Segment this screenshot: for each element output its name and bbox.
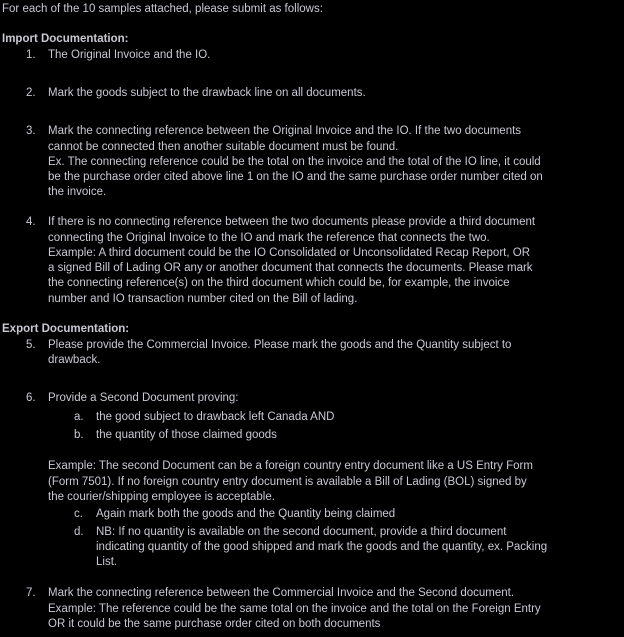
sub-letter: c. (74, 508, 83, 520)
item-6-line: Provide a Second Document proving: (48, 392, 239, 404)
item-4-line: the connecting reference(s) on the third document which could be, for example, the invoice (48, 277, 510, 289)
item-3-line: Ex. The connecting reference could be the total on the invoice and the total of the IO line, it could (48, 156, 541, 168)
item-number: 6. (26, 392, 36, 404)
sub-letter: d. (74, 526, 84, 538)
export-heading: Export Documentation: (2, 323, 130, 335)
item-number: 4. (26, 216, 36, 228)
item-4-line: If there is no connecting reference between the two documents please provide a third document (48, 216, 536, 228)
example-6-line: the courier/shipping employee is acceptable. (48, 491, 275, 503)
sub-item-b: the quantity of those claimed goods (96, 429, 277, 441)
sub-item-d: NB: If no quantity is available on the second document, provide a third document (96, 526, 507, 538)
sub-item-d: List. (96, 556, 118, 568)
sub-item-d: indicating quantity of the good shipped and mark the goods and the quantity, ex. Packing (96, 541, 548, 553)
item-number: 3. (26, 125, 36, 137)
item-2-line: Mark the goods subject to the drawback line on all documents. (48, 87, 366, 99)
sub-letter: a. (74, 411, 84, 423)
item-4-line: number and IO transaction number cited on the Bill of lading. (48, 293, 358, 305)
sub-item-a: the good subject to drawback left Canada AND (96, 411, 335, 423)
item-number: 5. (26, 339, 36, 351)
item-3-line: cannot be connected then another suitable document must be found. (48, 141, 399, 153)
item-4-line: connecting the Original Invoice to the IO and mark the reference that connects the two. (48, 232, 490, 244)
item-3-line: Mark the connecting reference between the Original Invoice and the IO. If the two documents (48, 125, 522, 137)
item-4-line: Example: A third document could be the IO Consolidated or Unconsolidated Recap Report, OR (48, 247, 530, 259)
item-5-line: Please provide the Commercial Invoice. Please mark the goods and the Quantity subject to (48, 339, 512, 351)
import-heading: Import Documentation: (2, 33, 129, 45)
item-5-line: drawback. (48, 354, 101, 366)
item-number: 1. (26, 49, 36, 61)
item-7-line: Example: The reference could be the same total on the invoice and the total on the Foreign Entry (48, 603, 541, 615)
example-6-line: (Form 7501). If no foreign country entry document is available a Bill of Lading (BOL) signed by (48, 476, 527, 488)
item-number: 2. (26, 87, 36, 99)
item-3-line: be the purchase order cited above line 1 on the IO and the same purchase order number cited on (48, 171, 543, 183)
sub-item-c: Again mark both the goods and the Quantity being claimed (96, 508, 396, 520)
item-7-line: Mark the connecting reference between the Commercial Invoice and the Second document. (48, 587, 515, 599)
item-number: 7. (26, 587, 36, 599)
item-4-line: a signed Bill of Lading OR any or another document that connects the documents. Please mark (48, 262, 533, 274)
item-7-line: OR it could be the same purchase order cited on both documents (48, 618, 381, 630)
example-6-line: Example: The second Document can be a foreign country entry document like a US Entry Form (48, 460, 533, 472)
sub-letter: b. (74, 429, 84, 441)
item-1-line: The Original Invoice and the IO. (48, 49, 211, 61)
item-3-line: the invoice. (48, 186, 107, 198)
intro-line: For each of the 10 samples attached, please submit as follows: (2, 3, 323, 15)
